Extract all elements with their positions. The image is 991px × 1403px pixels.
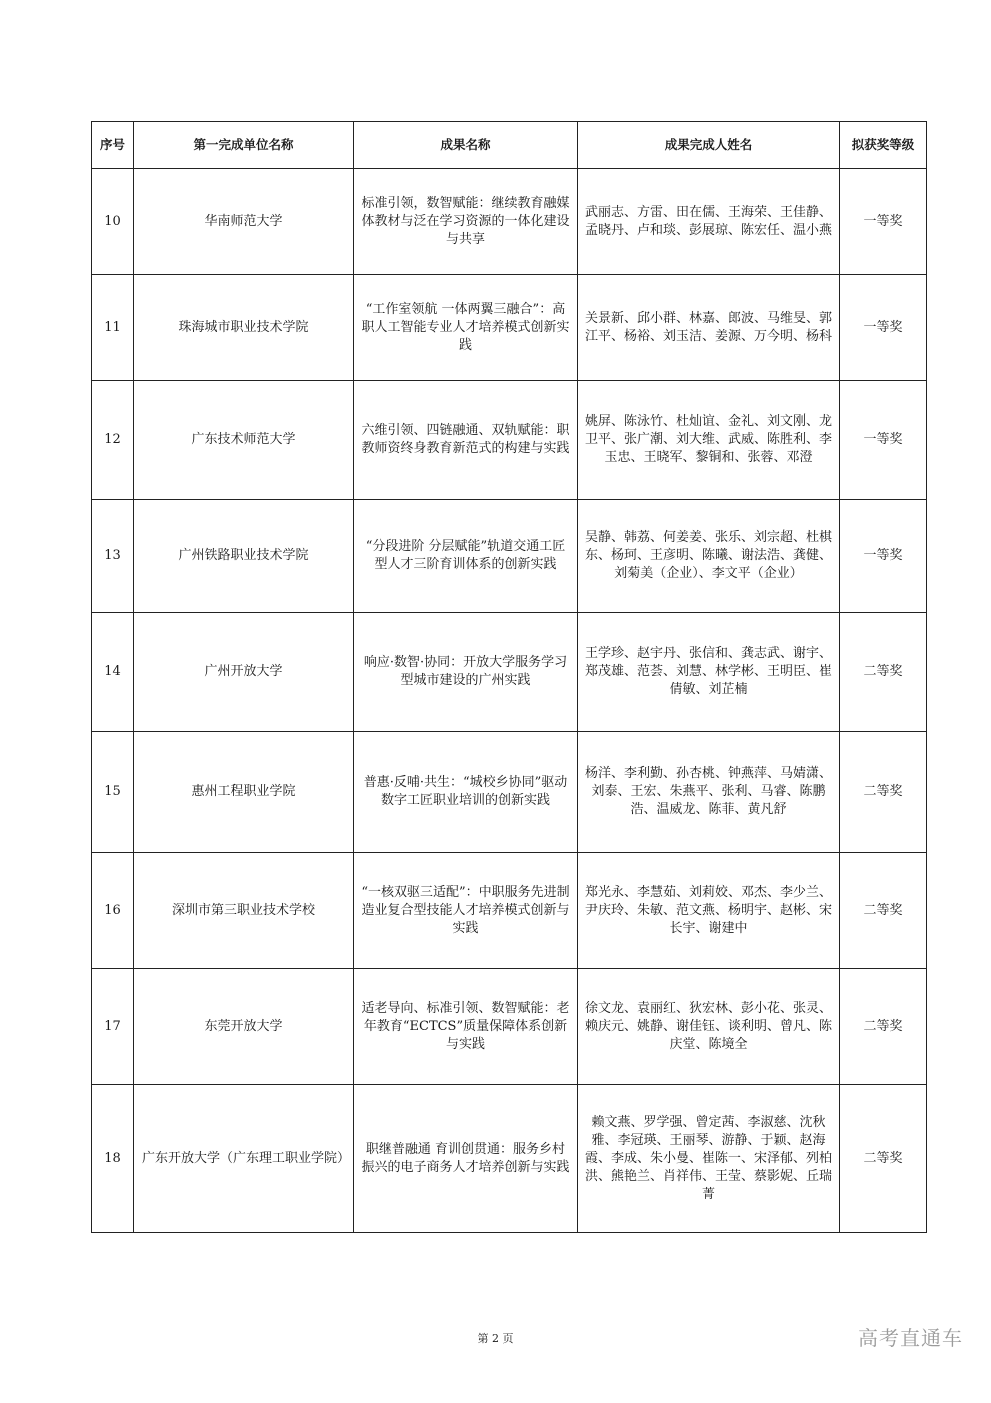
row-level: 二等奖: [840, 1085, 927, 1233]
table-row: [92, 732, 927, 853]
row-index: 15: [92, 732, 134, 853]
row-people: 吴静、韩荔、何姜姜、张乐、刘宗超、杜棋东、杨珂、王彦明、陈曦、谢法浩、龚健、刘菊美（企业）、李文平（企业）: [578, 500, 840, 613]
table-row: [92, 275, 927, 381]
row-people: 赖文燕、罗学强、曾定茜、李淑慈、沈秋雅、李冠瑛、王丽琴、游静、于颖、赵海霞、李成、朱小曼、崔陈一、宋泽郁、列柏洪、熊艳兰、肖祥伟、王莹、蔡影妮、丘瑞菁: [578, 1085, 840, 1233]
row-level: 一等奖: [840, 275, 927, 381]
row-unit: 东莞开放大学: [134, 969, 354, 1085]
row-title: 标准引领，数智赋能：继续教育融媒体教材与泛在学习资源的一体化建设与共享: [354, 169, 578, 275]
row-level: 一等奖: [840, 169, 927, 275]
row-title: 响应·数智·协同：开放大学服务学习型城市建设的广州实践: [354, 613, 578, 732]
row-unit: 珠海城市职业技术学院: [134, 275, 354, 381]
row-unit: 广州开放大学: [134, 613, 354, 732]
header-title: 成果名称: [354, 122, 578, 169]
row-people: 姚屏、陈泳竹、杜灿谊、金礼、刘文刚、龙卫平、张广潮、刘大维、武威、陈胜利、李玉忠、王晓军、黎铜和、张蓉、邓澄: [578, 381, 840, 500]
row-title: “工作室领航 一体两翼三融合”：高职人工智能专业人才培养模式创新实践: [354, 275, 578, 381]
header-row: [92, 122, 927, 169]
header-unit: 第一完成单位名称: [134, 122, 354, 169]
row-index: 17: [92, 969, 134, 1085]
row-unit: 广东开放大学（广东理工职业学院）: [134, 1085, 354, 1233]
row-title: 六维引领、四链融通、双轨赋能：职教师资终身教育新范式的构建与实践: [354, 381, 578, 500]
table-row: [92, 853, 927, 969]
row-level: 二等奖: [840, 732, 927, 853]
row-title: 职继普融通 育训创贯通：服务乡村振兴的电子商务人才培养创新与实践: [354, 1085, 578, 1233]
row-level: 二等奖: [840, 853, 927, 969]
row-title: 适老导向、标准引领、数智赋能：老年教育“ECTCS”质量保障体系创新与实践: [354, 969, 578, 1085]
row-unit: 广州铁路职业技术学院: [134, 500, 354, 613]
row-people: 杨洋、李利勤、孙杏桃、钟燕萍、马婧潇、刘泰、王宏、朱燕平、张利、马睿、陈鹏浩、温威龙、陈菲、黄凡舒: [578, 732, 840, 853]
table-row: [92, 1085, 927, 1233]
row-index: 16: [92, 853, 134, 969]
header-people: 成果完成人姓名: [578, 122, 840, 169]
row-unit: 华南师范大学: [134, 169, 354, 275]
row-people: 武丽志、方雷、田在儒、王海荣、王佳静、孟晓丹、卢和琰、彭展琼、陈宏任、温小燕: [578, 169, 840, 275]
row-people: 郑光永、李慧茹、刘莉姣、邓杰、李少兰、尹庆玲、朱敏、范文燕、杨明宇、赵彬、宋长宇、谢建中: [578, 853, 840, 969]
table-row: [92, 381, 927, 500]
row-index: 14: [92, 613, 134, 732]
awards-table: [91, 121, 927, 1233]
row-index: 12: [92, 381, 134, 500]
table-row: [92, 613, 927, 732]
row-level: 二等奖: [840, 613, 927, 732]
table-row: [92, 500, 927, 613]
row-level: 一等奖: [840, 381, 927, 500]
header-level: 拟获奖等级: [840, 122, 927, 169]
row-index: 18: [92, 1085, 134, 1233]
page-number: 第 2 页: [477, 1332, 514, 1345]
row-people: 关景新、邱小群、林嘉、郎波、马维旻、郭江平、杨裕、刘玉洁、姜源、万今明、杨科: [578, 275, 840, 381]
row-people: 徐文龙、袁丽红、狄宏林、彭小花、张灵、赖庆元、姚静、谢佳钰、谈利明、曾凡、陈庆堂、陈境全: [578, 969, 840, 1085]
row-unit: 深圳市第三职业技术学校: [134, 853, 354, 969]
row-index: 11: [92, 275, 134, 381]
row-index: 13: [92, 500, 134, 613]
header-index: 序号: [92, 122, 134, 169]
row-level: 二等奖: [840, 969, 927, 1085]
row-level: 一等奖: [840, 500, 927, 613]
row-title: “一核双驱三适配”：中职服务先进制造业复合型技能人才培养模式创新与实践: [354, 853, 578, 969]
row-title: “分段进阶 分层赋能”轨道交通工匠型人才三阶育训体系的创新实践: [354, 500, 578, 613]
row-people: 王学珍、赵宇丹、张信和、龚志武、谢宇、郑茂雄、范荟、刘慧、林学彬、王明臣、崔倩敏、刘芷楠: [578, 613, 840, 732]
row-unit: 惠州工程职业学院: [134, 732, 354, 853]
watermark-text: 高考直通车: [858, 1326, 963, 1350]
row-unit: 广东技术师范大学: [134, 381, 354, 500]
table-row: [92, 969, 927, 1085]
row-title: 普惠·反哺·共生：“城校乡协同”驱动数字工匠职业培训的创新实践: [354, 732, 578, 853]
table-row: [92, 169, 927, 275]
row-index: 10: [92, 169, 134, 275]
